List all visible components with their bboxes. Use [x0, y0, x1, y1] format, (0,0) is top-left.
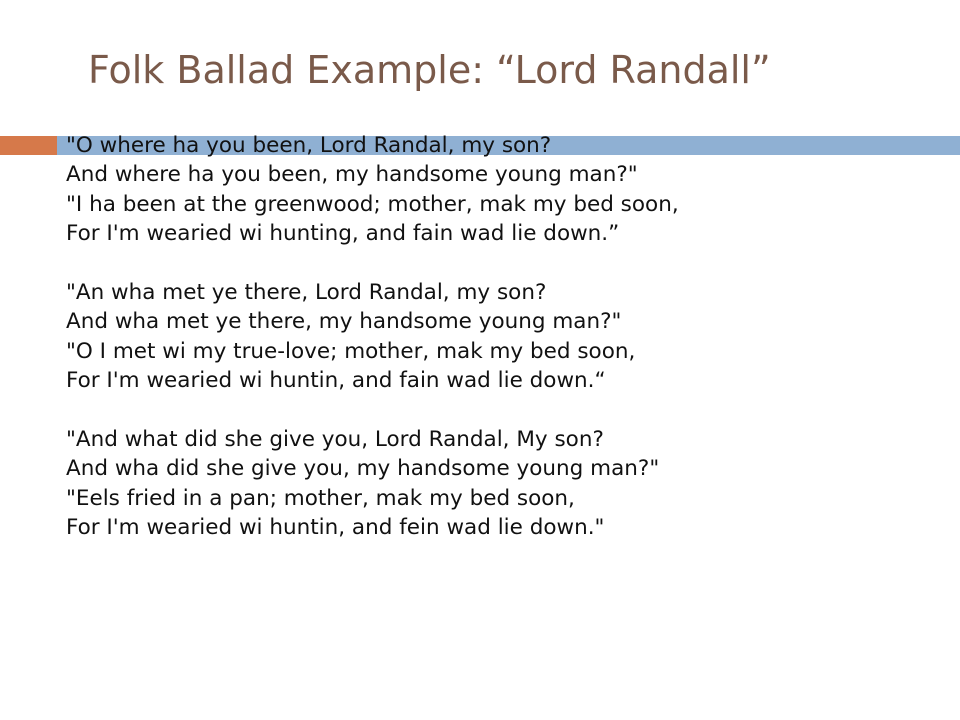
poem-line: And where ha you been, my handsome young man?" [66, 162, 638, 188]
accent-bar-left [0, 136, 57, 155]
poem-body [66, 131, 946, 543]
poem-line: For I'm wearied wi huntin, and fain wad lie down.“ [66, 368, 606, 394]
stanza-3 [66, 425, 946, 543]
poem-line: "O I met wi my true-love; mother, mak my bed soon, [66, 338, 636, 364]
poem-line: For I'm wearied wi huntin, and fein wad lie down." [66, 515, 605, 541]
poem-line: And wha did she give you, my handsome young man?" [66, 456, 660, 482]
poem-line: "And what did she give you, Lord Randal, My son? [66, 427, 604, 453]
slide-title: Folk Ballad Example: “Lord Randall” [88, 48, 771, 92]
poem-line: "I ha been at the greenwood; mother, mak my bed soon, [66, 191, 679, 217]
stanza-1 [66, 131, 946, 249]
stanza-2 [66, 278, 946, 396]
poem-line: And wha met ye there, my handsome young man?" [66, 309, 622, 335]
poem-line: "Eels fried in a pan; mother, mak my bed soon, [66, 485, 575, 511]
poem-line: For I'm wearied wi hunting, and fain wad lie down.” [66, 221, 620, 247]
poem-line: "O where ha you been, Lord Randal, my son? [66, 133, 552, 158]
poem-line: "An wha met ye there, Lord Randal, my son? [66, 280, 547, 306]
